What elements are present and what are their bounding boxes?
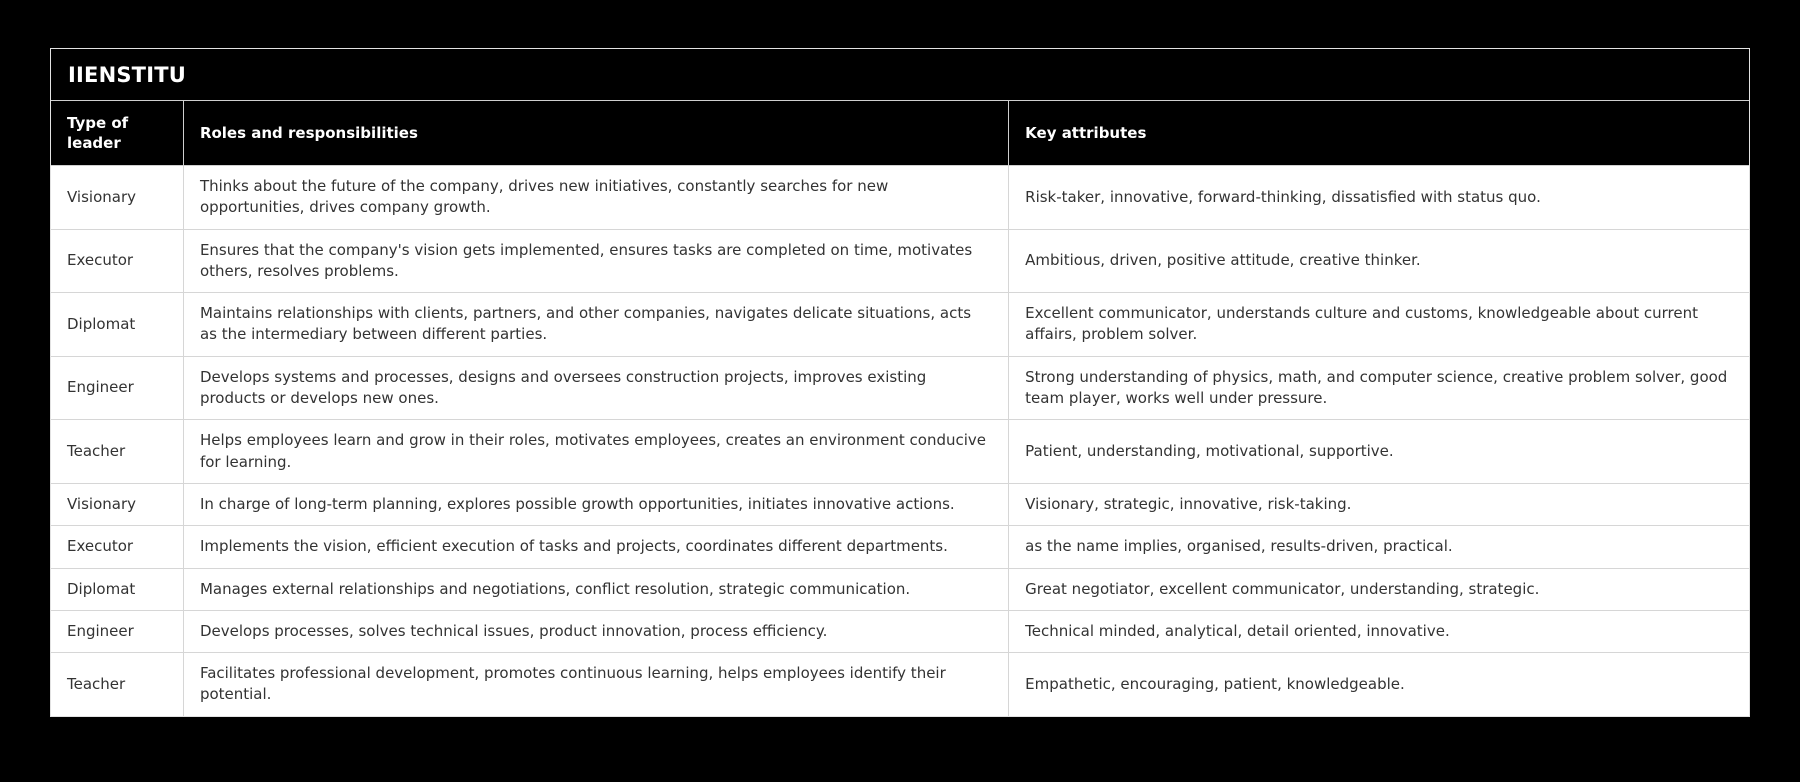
- cell-type-of-leader: Diplomat: [51, 293, 183, 357]
- cell-roles: Develops systems and processes, designs and oversees construction projects, improves existing products or develops new ones.: [183, 356, 1008, 420]
- cell-type-of-leader: Teacher: [51, 420, 183, 484]
- cell-attributes: Visionary, strategic, innovative, risk-taking.: [1009, 483, 1749, 525]
- cell-type-of-leader: Visionary: [51, 166, 183, 230]
- cell-type-of-leader: Engineer: [51, 356, 183, 420]
- column-header-type-of-leader: Type of leader: [51, 101, 183, 166]
- table-row: [51, 483, 1749, 525]
- cell-attributes: Risk-taker, innovative, forward-thinking, dissatisfied with status quo.: [1009, 166, 1749, 230]
- cell-roles: Develops processes, solves technical issues, product innovation, process efficiency.: [183, 610, 1008, 652]
- column-header-roles: Roles and responsibilities: [183, 101, 1008, 166]
- cell-attributes: Empathetic, encouraging, patient, knowledgeable.: [1009, 653, 1749, 716]
- cell-type-of-leader: Executor: [51, 526, 183, 568]
- cell-type-of-leader: Executor: [51, 229, 183, 293]
- table-row: [51, 229, 1749, 293]
- table-row: [51, 166, 1749, 230]
- cell-type-of-leader: Visionary: [51, 483, 183, 525]
- cell-roles: Thinks about the future of the company, drives new initiatives, constantly searches for new opportunities, drives company growth.: [183, 166, 1008, 230]
- cell-roles: In charge of long-term planning, explores possible growth opportunities, initiates innovative actions.: [183, 483, 1008, 525]
- cell-attributes: as the name implies, organised, results-driven, practical.: [1009, 526, 1749, 568]
- table-row: [51, 610, 1749, 652]
- table-row: [51, 568, 1749, 610]
- table-body: [51, 166, 1749, 716]
- header-row: [51, 101, 1749, 166]
- leader-table-card: [50, 48, 1750, 717]
- cell-attributes: Strong understanding of physics, math, and computer science, creative problem solver, good team player, works well under pressure.: [1009, 356, 1749, 420]
- column-header-attributes: Key attributes: [1009, 101, 1749, 166]
- cell-type-of-leader: Diplomat: [51, 568, 183, 610]
- table-row: [51, 653, 1749, 716]
- table-row: [51, 526, 1749, 568]
- cell-attributes: Patient, understanding, motivational, supportive.: [1009, 420, 1749, 484]
- cell-roles: Implements the vision, efficient execution of tasks and projects, coordinates different departments.: [183, 526, 1008, 568]
- table-row: [51, 293, 1749, 357]
- cell-roles: Maintains relationships with clients, partners, and other companies, navigates delicate situations, acts as the intermediary between different parties.: [183, 293, 1008, 357]
- cell-roles: Helps employees learn and grow in their roles, motivates employees, creates an environment conducive for learning.: [183, 420, 1008, 484]
- page-title: IIENSTITU: [51, 49, 1749, 101]
- table-header: [51, 101, 1749, 166]
- cell-roles: Facilitates professional development, promotes continuous learning, helps employees identify their potential.: [183, 653, 1008, 716]
- cell-attributes: Ambitious, driven, positive attitude, creative thinker.: [1009, 229, 1749, 293]
- cell-attributes: Great negotiator, excellent communicator, understanding, strategic.: [1009, 568, 1749, 610]
- table-row: [51, 356, 1749, 420]
- cell-type-of-leader: Engineer: [51, 610, 183, 652]
- cell-attributes: Technical minded, analytical, detail oriented, innovative.: [1009, 610, 1749, 652]
- cell-roles: Ensures that the company's vision gets implemented, ensures tasks are completed on time, motivates others, resolves problems.: [183, 229, 1008, 293]
- cell-attributes: Excellent communicator, understands culture and customs, knowledgeable about current affairs, problem solver.: [1009, 293, 1749, 357]
- leader-table: [51, 101, 1749, 716]
- cell-roles: Manages external relationships and negotiations, conflict resolution, strategic communication.: [183, 568, 1008, 610]
- table-row: [51, 420, 1749, 484]
- cell-type-of-leader: Teacher: [51, 653, 183, 716]
